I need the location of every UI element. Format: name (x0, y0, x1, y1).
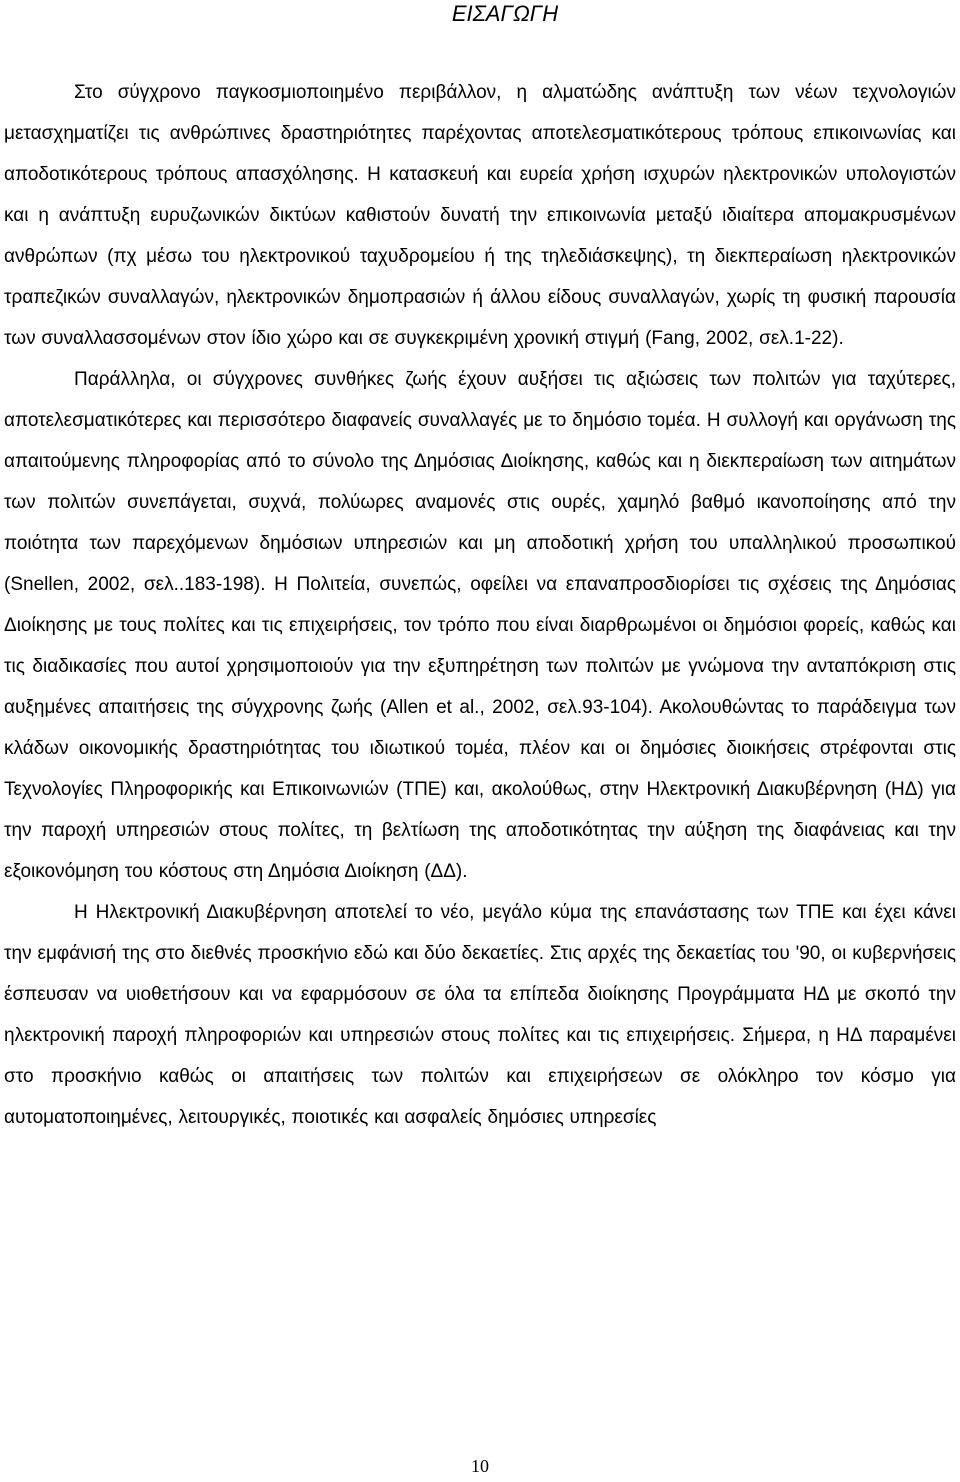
body-text (4, 72, 956, 1138)
page-title: ΕΙΣΑΓΩΓΗ (451, 1, 559, 26)
paragraph-3: Η Ηλεκτρονική Διακυβέρνηση αποτελεί το νέο, μεγάλο κύμα της επανάστασης των ΤΠΕ και έχει κάνει την εμφάνισή της στο διεθνές προσκήνιο εδώ και δύο δεκαετίες. Στις αρχές της δεκαετίας του '90, οι κυβερνήσεις έσπευσαν να υιοθετήσουν και να εφαρμόσουν σε όλα τα επίπεδα διοίκησης Προγράμματα ΗΔ με σκοπό την ηλεκτρονική παροχή πληροφοριών και υπηρεσιών στους πολίτες και τις επιχειρήσεις. Σήμερα, η ΗΔ παραμένει στο προσκήνιο καθώς οι απαιτήσεις των πολιτών και επιχειρήσεων σε ολόκληρο τον κόσμο για αυτοματοποιημένες, λειτουργικές, ποιοτικές και ασφαλείς δημόσιες υπηρεσίες (4, 902, 956, 1128)
page-number: 10 (471, 1456, 489, 1476)
paragraph-1: Στο σύγχρονο παγκοσμιοποιημένο περιβάλλον, η αλματώδης ανάπτυξη των νέων τεχνολογιών μετασχηματίζει τις ανθρώπινες δραστηριότητες παρέχοντας αποτελεσματικότερους τρόπους επικοινωνίας και αποδοτικότερους τρόπους απασχόλησης. Η κατασκευή και ευρεία χρήση ισχυρών ηλεκτρονικών υπολογιστών και η ανάπτυξη ευρυζωνικών δικτύων καθιστούν δυνατή την επικοινωνία μεταξύ ιδιαίτερα απομακρυσμένων ανθρώπων (πχ μέσω του ηλεκτρονικού ταχυδρομείου ή της τηλεδιάσκεψης), τη διεκπεραίωση ηλεκτρονικών τραπεζικών συναλλαγών, ηλεκτρονικών δημοπρασιών ή άλλου είδους συναλλαγών, χωρίς τη φυσική παρουσία των συναλλασσομένων στον ίδιο χώρο και σε συγκεκριμένη χρονική στιγμή (Fang, 2002, σελ.1-22). (4, 82, 956, 349)
paragraph-2: Παράλληλα, οι σύγχρονες συνθήκες ζωής έχουν αυξήσει τις αξιώσεις των πολιτών για ταχύτερες, αποτελεσματικότερες και περισσότερο διαφανείς συναλλαγές με το δημόσιο τομέα. Η συλλογή και οργάνωση της απαιτούμενης πληροφορίας από το σύνολο της Δημόσιας Διοίκησης, καθώς και η διεκπεραίωση των αιτημάτων των πολιτών συνεπάγεται, συχνά, πολύωρες αναμονές στις ουρές, χαμηλό βαθμό ικανοποίησης από την ποιότητα των παρεχόμενων δημόσιων υπηρεσιών και μη αποδοτική χρήση του υπαλληλικού προσωπικού (Snellen, 2002, σελ..183-198). Η Πολιτεία, συνεπώς, οφείλει να επαναπροσδιορίσει τις σχέσεις της Δημόσιας Διοίκησης με τους πολίτες και τις επιχειρήσεις, τον τρόπο που είναι διαρθρωμένοι οι δημόσιοι φορείς, καθώς και τις διαδικασίες που αυτοί χρησιμοποιούν για την εξυπηρέτηση των πολιτών με γνώμονα την ανταπόκριση στις αυξημένες απαιτήσεις της σύγχρονης ζωής (Allen et al., 2002, σελ.93-104). Ακολουθώντας το παράδειγμα των κλάδων οικονομικής δραστηριότητας του ιδιωτικού τομέα, πλέον και οι δημόσιες διοικήσεις στρέφονται στις Τεχνολογίες Πληροφορικής και Επικοινωνιών (ΤΠΕ) και, ακολούθως, στην Ηλεκτρονική Διακυβέρνηση (ΗΔ) για την παροχή υπηρεσιών στους πολίτες, τη βελτίωση της αποδοτικότητας την αύξηση της διαφάνειας και την εξοικονόμηση του κόστους στη Δημόσια Διοίκηση (ΔΔ). (4, 369, 956, 882)
